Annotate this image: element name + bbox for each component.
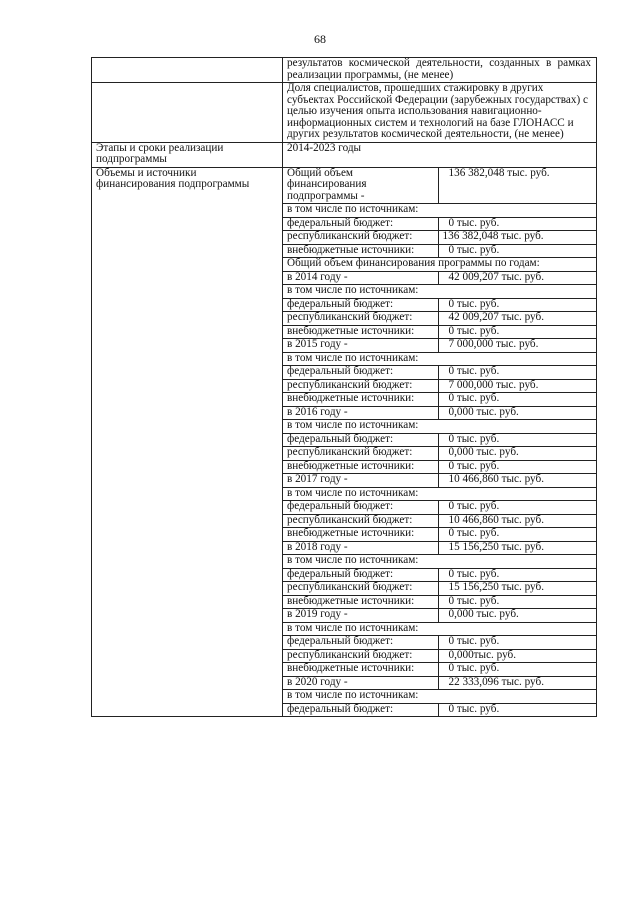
year-republic-row	[283, 649, 597, 663]
year-republic-value: 0,000тыс. руб.	[438, 649, 597, 663]
year-republic-label: республиканский бюджет:	[283, 649, 438, 663]
funding-details-cell	[283, 167, 597, 717]
year-label: в 2017 году -	[283, 474, 438, 488]
year-federal-value: 0 тыс. руб.	[438, 298, 597, 312]
year-total-row	[283, 541, 597, 555]
federal-value: 0 тыс. руб.	[438, 217, 597, 231]
funding-total-value: 136 382,048 тыс. руб.	[438, 168, 597, 204]
year-total-value: 7 000,000 тыс. руб.	[438, 339, 597, 353]
year-total-row	[283, 339, 597, 353]
year-total-row	[283, 474, 597, 488]
year-republic-value: 7 000,000 тыс. руб.	[438, 379, 597, 393]
year-federal-row	[283, 433, 597, 447]
indicator-row	[92, 58, 597, 83]
year-federal-value: 0 тыс. руб.	[438, 433, 597, 447]
year-republic-label: республиканский бюджет:	[283, 379, 438, 393]
year-federal-row	[283, 703, 597, 716]
year-offbudget-label: внебюджетные источники:	[283, 325, 438, 339]
indicator-empty-cell	[92, 58, 283, 83]
year-offbudget-value: 0 тыс. руб.	[438, 460, 597, 474]
year-including-label: в том числе по источникам:	[283, 622, 597, 636]
year-federal-row	[283, 298, 597, 312]
funding-by-years-row	[283, 258, 597, 272]
funding-total-label: Общий объем финансирования подпрограммы -	[283, 168, 438, 204]
stages-value: 2014-2023 годы	[283, 142, 597, 167]
year-federal-value: 0 тыс. руб.	[438, 703, 597, 716]
year-republic-value: 15 156,250 тыс. руб.	[438, 582, 597, 596]
page-number: 68	[314, 32, 326, 46]
funding-by-years-label: Общий объем финансирования программы по годам:	[283, 258, 597, 272]
funding-offbudget-row	[283, 244, 597, 258]
year-total-value: 15 156,250 тыс. руб.	[438, 541, 597, 555]
year-offbudget-label: внебюджетные источники:	[283, 528, 438, 542]
year-label: в 2018 году -	[283, 541, 438, 555]
year-republic-row	[283, 379, 597, 393]
year-including-row	[283, 487, 597, 501]
year-republic-row	[283, 514, 597, 528]
year-republic-value: 10 466,860 тыс. руб.	[438, 514, 597, 528]
year-offbudget-row	[283, 325, 597, 339]
year-federal-label: федеральный бюджет:	[283, 501, 438, 515]
funding-label: Объемы и источники финансирования подпрограммы	[92, 167, 283, 717]
year-federal-value: 0 тыс. руб.	[438, 568, 597, 582]
program-passport-table	[91, 57, 597, 717]
year-total-value: 0,000 тыс. руб.	[438, 609, 597, 623]
year-offbudget-row	[283, 663, 597, 677]
year-federal-value: 0 тыс. руб.	[438, 366, 597, 380]
year-total-value: 42 009,207 тыс. руб.	[438, 271, 597, 285]
year-offbudget-value: 0 тыс. руб.	[438, 325, 597, 339]
year-federal-row	[283, 366, 597, 380]
year-including-row	[283, 352, 597, 366]
year-including-row	[283, 420, 597, 434]
year-offbudget-value: 0 тыс. руб.	[438, 528, 597, 542]
year-including-row	[283, 555, 597, 569]
year-including-row	[283, 690, 597, 704]
indicator-text-1: результатов космической деятельности, созданных в рамках реализации программы, (не менее)	[283, 58, 597, 83]
year-offbudget-label: внебюджетные источники:	[283, 460, 438, 474]
year-republic-row	[283, 447, 597, 461]
year-including-label: в том числе по источникам:	[283, 555, 597, 569]
year-total-row	[283, 676, 597, 690]
funding-details-body	[283, 168, 597, 717]
year-including-label: в том числе по источникам:	[283, 352, 597, 366]
offbudget-value: 0 тыс. руб.	[438, 244, 597, 258]
funding-details-table	[283, 168, 597, 717]
year-federal-value: 0 тыс. руб.	[438, 636, 597, 650]
year-offbudget-value: 0 тыс. руб.	[438, 595, 597, 609]
year-republic-value: 0,000 тыс. руб.	[438, 447, 597, 461]
year-offbudget-row	[283, 528, 597, 542]
year-total-row	[283, 609, 597, 623]
republic-label: республиканский бюджет:	[283, 231, 438, 245]
funding-row	[92, 167, 597, 717]
year-federal-label: федеральный бюджет:	[283, 703, 438, 716]
year-federal-value: 0 тыс. руб.	[438, 501, 597, 515]
year-federal-label: федеральный бюджет:	[283, 636, 438, 650]
year-total-row	[283, 406, 597, 420]
year-federal-label: федеральный бюджет:	[283, 568, 438, 582]
year-including-row	[283, 285, 597, 299]
year-offbudget-label: внебюджетные источники:	[283, 393, 438, 407]
offbudget-label: внебюджетные источники:	[283, 244, 438, 258]
year-label: в 2020 году -	[283, 676, 438, 690]
year-total-row	[283, 271, 597, 285]
year-including-row	[283, 622, 597, 636]
indicator-text-2: Доля специалистов, прошедших стажировку в других субъектах Российской Федерации (зарубежных государствах) с целью изучения опыта использования навигационно-информационных систем и технологий на базе ГЛОНАСС и других результатов космической деятельности, (не менее)	[283, 83, 597, 143]
year-including-label: в том числе по источникам:	[283, 487, 597, 501]
year-offbudget-value: 0 тыс. руб.	[438, 393, 597, 407]
stages-label: Этапы и сроки реализации подпрограммы	[92, 142, 283, 167]
year-federal-row	[283, 501, 597, 515]
year-federal-label: федеральный бюджет:	[283, 433, 438, 447]
year-republic-label: республиканский бюджет:	[283, 582, 438, 596]
year-total-value: 0,000 тыс. руб.	[438, 406, 597, 420]
year-including-label: в том числе по источникам:	[283, 420, 597, 434]
year-offbudget-row	[283, 595, 597, 609]
republic-value: 136 382,048 тыс. руб.	[438, 231, 597, 245]
year-republic-label: республиканский бюджет:	[283, 447, 438, 461]
year-offbudget-row	[283, 460, 597, 474]
indicator-row	[92, 83, 597, 143]
year-total-value: 22 333,096 тыс. руб.	[438, 676, 597, 690]
indicator-empty-cell	[92, 83, 283, 143]
year-offbudget-value: 0 тыс. руб.	[438, 663, 597, 677]
funding-republic-row	[283, 231, 597, 245]
year-offbudget-label: внебюджетные источники:	[283, 663, 438, 677]
year-offbudget-label: внебюджетные источники:	[283, 595, 438, 609]
federal-label: федеральный бюджет:	[283, 217, 438, 231]
year-federal-label: федеральный бюджет:	[283, 366, 438, 380]
funding-total-row	[283, 168, 597, 204]
year-offbudget-row	[283, 393, 597, 407]
stages-row	[92, 142, 597, 167]
year-republic-row	[283, 582, 597, 596]
year-including-label: в том числе по источникам:	[283, 690, 597, 704]
year-republic-label: республиканский бюджет:	[283, 514, 438, 528]
year-label: в 2015 году -	[283, 339, 438, 353]
year-federal-row	[283, 568, 597, 582]
year-total-value: 10 466,860 тыс. руб.	[438, 474, 597, 488]
year-label: в 2016 году -	[283, 406, 438, 420]
year-republic-value: 42 009,207 тыс. руб.	[438, 312, 597, 326]
funding-including-label: в том числе по источникам:	[283, 204, 597, 218]
year-including-label: в том числе по источникам:	[283, 285, 597, 299]
year-label: в 2019 году -	[283, 609, 438, 623]
year-federal-row	[283, 636, 597, 650]
year-republic-label: республиканский бюджет:	[283, 312, 438, 326]
funding-including-row	[283, 204, 597, 218]
year-label: в 2014 году -	[283, 271, 438, 285]
year-republic-row	[283, 312, 597, 326]
year-federal-label: федеральный бюджет:	[283, 298, 438, 312]
funding-federal-row	[283, 217, 597, 231]
